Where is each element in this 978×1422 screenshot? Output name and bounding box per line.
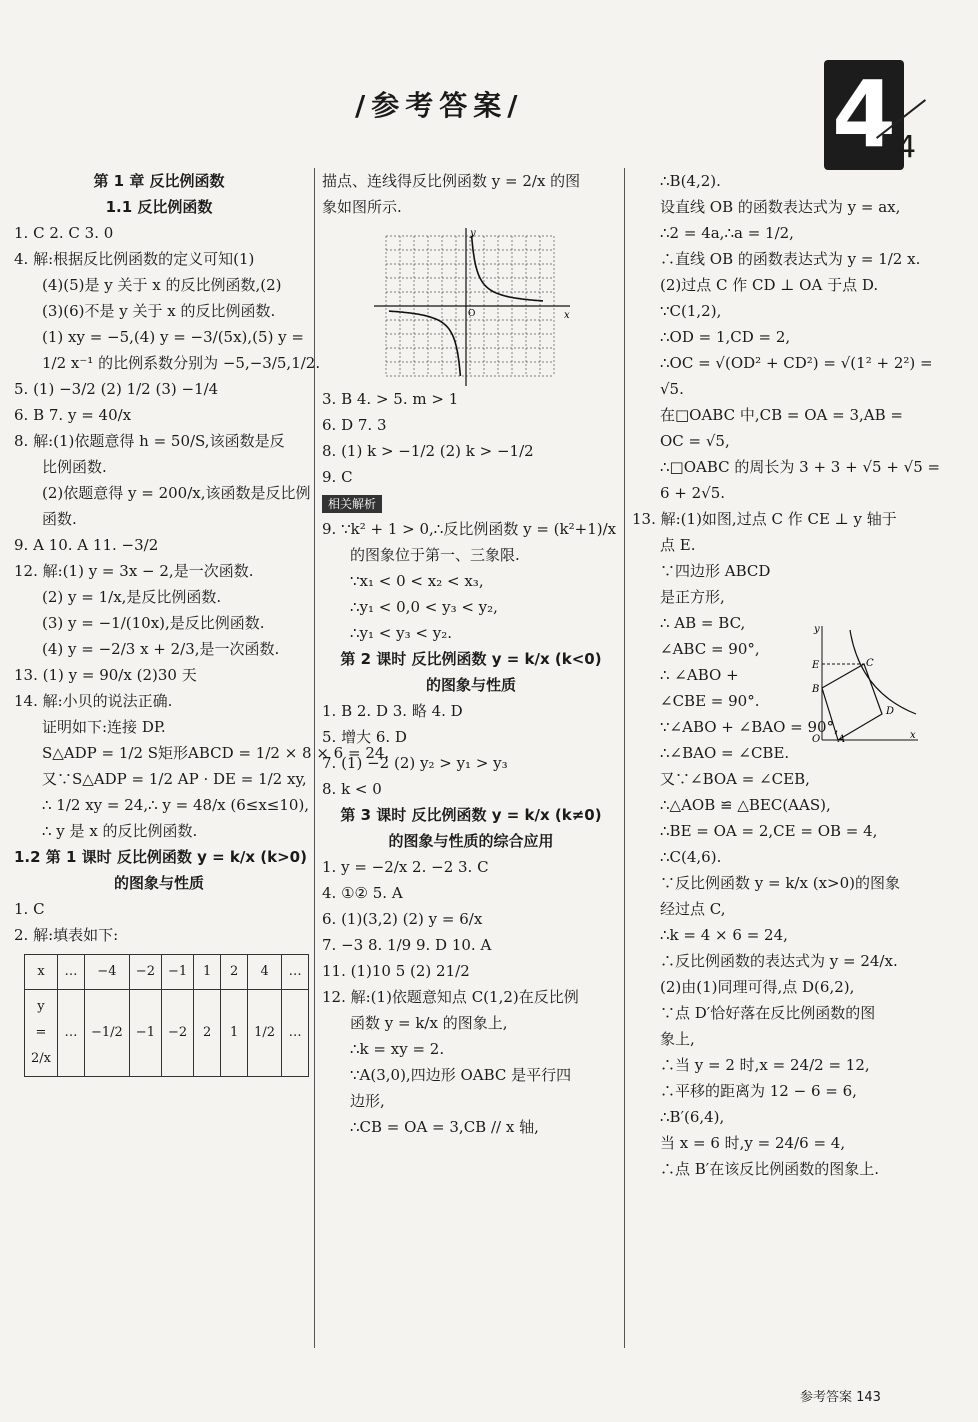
table-cell: … <box>282 990 309 1077</box>
col2b-line: 3. B 4. > 5. m > 1 <box>322 390 459 408</box>
col1-line: (4)(5)是 y 关于 x 的反比例函数,(2) <box>42 276 282 294</box>
col2b-line: 1. y = −2/x 2. −2 3. C <box>322 858 489 876</box>
table-cell: 1 <box>194 955 221 990</box>
col3-line: ∵反比例函数 y = k/x (x>0)的图象 <box>660 874 900 892</box>
col2b-line: 的图象位于第一、三象限. <box>350 546 520 564</box>
col1-line: (3) y = −1/(10x),是反比例函数. <box>42 614 265 632</box>
table-cell: −2 <box>161 990 193 1077</box>
value-table <box>24 954 309 1077</box>
col3-line: 象上, <box>660 1030 695 1048</box>
col1-line: 函数. <box>42 510 77 528</box>
col2b-line: 函数 y = k/x 的图象上, <box>350 1014 508 1032</box>
col1-line: 又∵S△ADP = 1/2 AP · DE = 1/2 xy, <box>42 770 307 788</box>
col3-line: 又∵∠BOA = ∠CEB, <box>660 770 810 788</box>
col2b-line: 12. 解:(1)依题意知点 C(1,2)在反比例 <box>322 988 579 1006</box>
table-cell: 2 <box>194 990 221 1077</box>
table-cell: −1/2 <box>84 990 129 1077</box>
col3-line: (2)由(1)同理可得,点 D(6,2), <box>660 978 855 996</box>
col2b-line: 第 2 课时 反比例函数 y = k/x (k<0) <box>340 650 602 668</box>
col1-line: 5. (1) −3/2 (2) 1/2 (3) −1/4 <box>14 380 219 398</box>
table-cell: −4 <box>84 955 129 990</box>
col1-line: 证明如下:连接 DP. <box>42 718 166 736</box>
col1-line: 1.2 第 1 课时 反比例函数 y = k/x (k>0) <box>14 848 307 866</box>
col1-line: (2)依题意得 y = 200/x,该函数是反比例 <box>42 484 311 502</box>
col2b-line: 8. k < 0 <box>322 780 382 798</box>
table-cell: 1 <box>221 990 248 1077</box>
col2b-line: 11. (1)10 5 (2) 21/2 <box>322 962 470 980</box>
col1-line: 8. 解:(1)依题意得 h = 50/S,该函数是反 <box>14 432 285 450</box>
col1-line: 4. 解:根据反比例函数的定义可知(1) <box>14 250 255 268</box>
col1-line: ∴ y 是 x 的反比例函数. <box>42 822 198 840</box>
graph-origin-label: O <box>468 309 476 319</box>
col1-line: ∴ 1/2 xy = 24,∴ y = 48/x (6≤x≤10), <box>42 796 310 814</box>
col3-line: ∴B′(6,4), <box>660 1108 725 1126</box>
col3-line: ∴□OABC 的周长为 3 + 3 + √5 + √5 = <box>660 458 941 476</box>
col3-line: ∴当 y = 2 时,x = 24/2 = 12, <box>660 1056 870 1074</box>
col2b-line: 第 3 课时 反比例函数 y = k/x (k≠0) <box>340 806 602 824</box>
table-cell: −2 <box>129 955 161 990</box>
col2b-line: ∴CB = OA = 3,CB // x 轴, <box>350 1118 539 1136</box>
col3-line: 点 E. <box>660 536 696 554</box>
col3-line: 当 x = 6 时,y = 24/6 = 4, <box>660 1134 846 1152</box>
col2b-line: 9. ∵k² + 1 > 0,∴反比例函数 y = (k²+1)/x <box>322 520 617 538</box>
col2b-line: ∵A(3,0),四边形 OABC 是平行四 <box>350 1066 572 1084</box>
table-row-y <box>25 990 309 1077</box>
table-cell: −1 <box>161 955 193 990</box>
col3-line: 是正方形, <box>660 588 725 606</box>
col1-line: 6. B 7. y = 40/x <box>14 406 132 424</box>
col3-line: 13. 解:(1)如图,过点 C 作 CE ⊥ y 轴于 <box>632 510 897 528</box>
col3-line: 6 + 2√5. <box>660 484 726 502</box>
col3-line: (2)过点 C 作 CD ⊥ OA 于点 D. <box>660 276 879 294</box>
col1-line: 第 1 章 反比例函数 <box>93 172 225 190</box>
col2-line: 象如图所示. <box>322 198 402 216</box>
col2b-line: 9. C <box>322 468 353 486</box>
section-tag: 相关解析 <box>322 495 382 513</box>
col3-line: OC = √5, <box>660 432 730 450</box>
col3-line: ∵四边形 ABCD <box>660 562 771 580</box>
col3-line: ∴k = 4 × 6 = 24, <box>660 926 788 944</box>
col1-line: 的图象与性质 <box>113 874 204 892</box>
col2-line: 描点、连线得反比例函数 y = 2/x 的图 <box>322 172 581 190</box>
fig-label-a: A <box>838 734 846 745</box>
col1-line: 12. 解:(1) y = 3x − 2,是一次函数. <box>14 562 254 580</box>
fig-label-d: D <box>886 706 895 717</box>
col2b-line: ∵x₁ < 0 < x₂ < x₃, <box>350 572 484 590</box>
col3-line: 经过点 C, <box>660 900 726 918</box>
col1-line: 1. C 2. C 3. 0 <box>14 224 114 242</box>
graph-y-label: y <box>470 228 476 239</box>
col3-line: ∴平移的距离为 12 − 6 = 6, <box>660 1082 857 1100</box>
col3-line: ∴B(4,2). <box>660 172 721 190</box>
table-cell: … <box>282 955 309 990</box>
col1-line: (3)(6)不是 y 关于 x 的反比例函数. <box>42 302 276 320</box>
square-figure <box>800 622 920 746</box>
col3-line: √5. <box>660 380 684 398</box>
col3-line: ∴直线 OB 的函数表达式为 y = 1/2 x. <box>660 250 921 268</box>
col2b-line: ∴y₁ < y₃ < y₂. <box>350 624 452 642</box>
col2b-line <box>322 490 620 516</box>
col3-line: ∴ ∠ABO + <box>660 666 739 684</box>
col2b-line: 4. ①② 5. A <box>322 884 403 902</box>
col3-line: ∴点 B′在该反比例函数的图象上. <box>660 1160 879 1178</box>
col3-line: ∴C(4,6). <box>660 848 722 866</box>
col2b-line: 的图象与性质的综合应用 <box>388 832 554 850</box>
col1-line: 13. (1) y = 90/x (2)30 天 <box>14 666 197 684</box>
col2b-line: 5. 增大 6. D <box>322 728 407 746</box>
fig-label-c: C <box>866 658 874 669</box>
col3-line: ∴OC = √(OD² + CD²) = √(1² + 2²) = <box>660 354 933 372</box>
col1-line: 比例函数. <box>42 458 107 476</box>
col3-line: ∵C(1,2), <box>660 302 722 320</box>
col1-line: 1.1 反比例函数 <box>105 198 213 216</box>
col2b-line: ∴y₁ < 0,0 < y₃ < y₂, <box>350 598 498 616</box>
answer-column-2 <box>322 168 620 1140</box>
col1-line: (4) y = −2/3 x + 2/3,是一次函数. <box>42 640 280 658</box>
table-cell: y = 2/x <box>25 990 58 1077</box>
col3-line: ∴ AB = BC, <box>660 614 746 632</box>
fig-label-b: B <box>812 684 820 695</box>
col1-line: (2) y = 1/x,是反比例函数. <box>42 588 222 606</box>
page-title: /参考答案/ <box>355 89 524 122</box>
col1-line: 9. A 10. A 11. −3/2 <box>14 536 159 554</box>
fig-label-x: x <box>910 730 916 741</box>
table-row-x <box>25 955 309 990</box>
fig-label-y: y <box>814 624 820 635</box>
fig-label-o: O <box>812 734 821 745</box>
hyperbola-graph <box>374 226 574 386</box>
table-cell: 2 <box>221 955 248 990</box>
fig-hyperbola <box>850 630 916 714</box>
col1-line: 1/2 x⁻¹ 的比例系数分别为 −5,−3/5,1/2. <box>42 354 321 372</box>
col2b-line: 7. −3 8. 1/9 9. D 10. A <box>322 936 492 954</box>
col1-line: 2. 解:填表如下: <box>14 926 119 944</box>
column-2-lines-top <box>322 168 620 220</box>
col3-line: ∴反比例函数的表达式为 y = 24/x. <box>660 952 898 970</box>
col2b-line: ∴k = xy = 2. <box>350 1040 445 1058</box>
col2b-line: 的图象与性质 <box>425 676 516 694</box>
table-cell: −1 <box>129 990 161 1077</box>
col2b-line: 6. D 7. 3 <box>322 416 387 434</box>
col1-line: (1) xy = −5,(4) y = −3/(5x),(5) y = <box>42 328 304 346</box>
col3-line: ∴BE = OA = 2,CE = OB = 4, <box>660 822 878 840</box>
table-cell: … <box>57 955 84 990</box>
column-2-lines-bottom <box>322 386 620 1140</box>
fig-square <box>822 664 882 740</box>
chapter-number-small: 4 <box>897 130 917 165</box>
col3-line: ∠ABC = 90°, <box>660 640 760 658</box>
col2b-line: 1. B 2. D 3. 略 4. D <box>322 702 463 720</box>
table-cell: … <box>57 990 84 1077</box>
col1-line: 1. C <box>14 900 45 918</box>
col3-line: ∴△AOB ≌ △BEC(AAS), <box>660 796 831 814</box>
col1-line: S△ADP = 1/2 S矩形ABCD = 1/2 × 8 × 6 = 24. <box>42 744 390 762</box>
col3-line: ∠CBE = 90°. <box>660 692 760 710</box>
fig-label-e: E <box>812 660 820 671</box>
hyperbola-branch-positive <box>472 236 543 301</box>
table-cell: 1/2 <box>248 990 282 1077</box>
col2b-line: 7. (1) −2 (2) y₂ > y₁ > y₃ <box>322 754 508 772</box>
col3-line: ∴∠BAO = ∠CBE. <box>660 744 790 762</box>
col1-line: 14. 解:小贝的说法正确. <box>14 692 173 710</box>
page-footer: 参考答案 143 <box>800 1390 881 1405</box>
column-divider-2 <box>624 168 625 1348</box>
chapter-number-badge: 4 <box>824 60 904 170</box>
col3-line: ∵∠ABO + ∠BAO = 90°, <box>660 718 839 736</box>
col3-line: ∵点 D′恰好落在反比例函数的图 <box>660 1004 876 1022</box>
col3-line: ∴OD = 1,CD = 2, <box>660 328 791 346</box>
col3-line: ∴2 = 4a,∴a = 1/2, <box>660 224 794 242</box>
col3-line: 设直线 OB 的函数表达式为 y = ax, <box>660 198 901 216</box>
col2b-line: 8. (1) k > −1/2 (2) k > −1/2 <box>322 442 534 460</box>
col2b-line: 6. (1)(3,2) (2) y = 6/x <box>322 910 483 928</box>
col3-line: 在□OABC 中,CB = OA = 3,AB = <box>660 406 903 424</box>
col2b-line: 边形, <box>350 1092 385 1110</box>
graph-x-label: x <box>564 310 570 321</box>
table-cell: x <box>25 955 58 990</box>
table-cell: 4 <box>248 955 282 990</box>
